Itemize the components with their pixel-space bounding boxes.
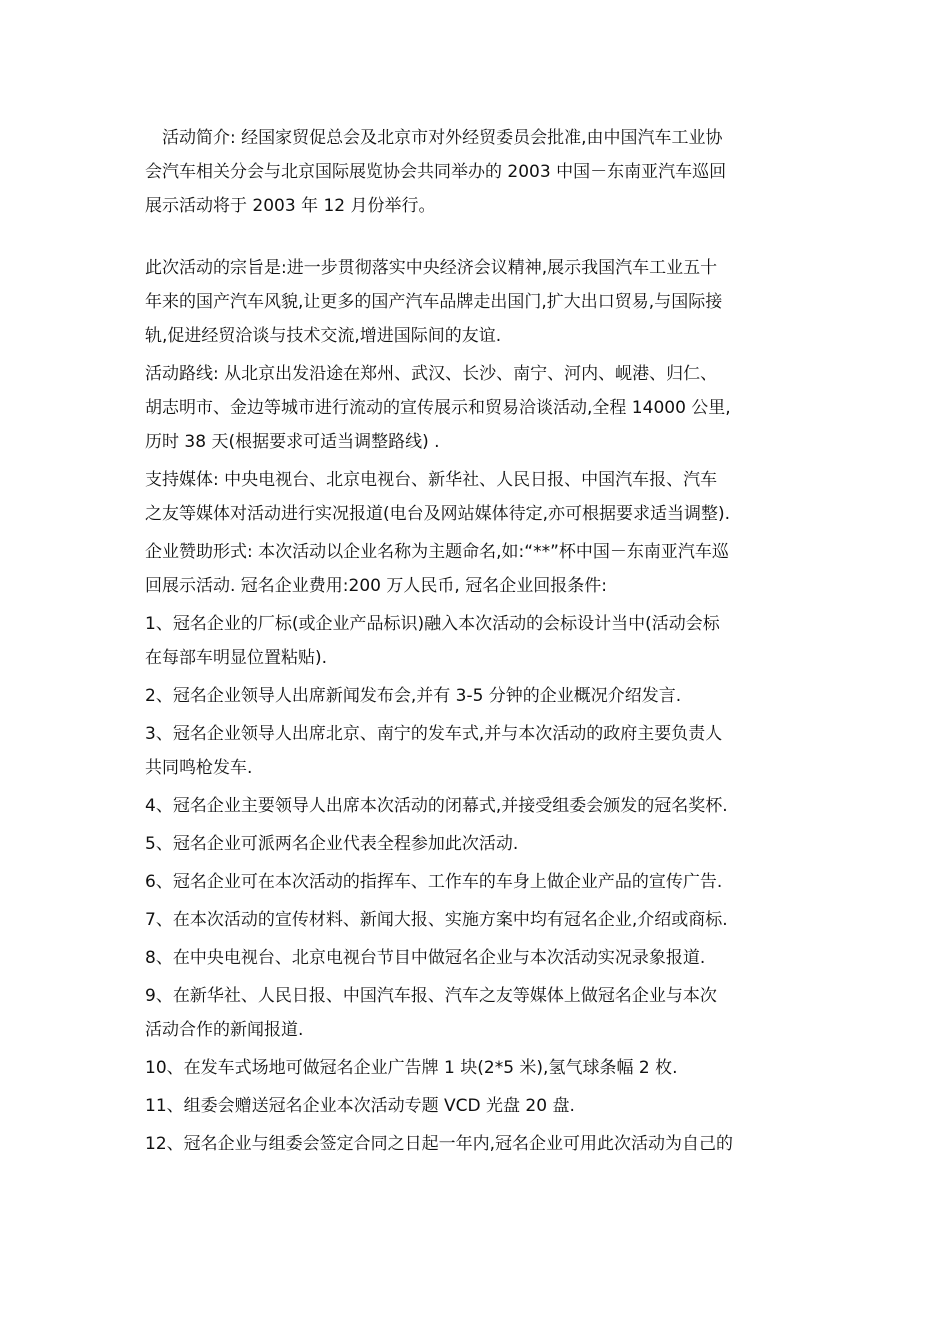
text-line: 7、在本次活动的宣传材料、新闻大报、实施方案中均有冠名企业,介绍或商标.: [145, 910, 728, 930]
text-line: 6、冠名企业可在本次活动的指挥车、工作车的车身上做企业产品的宣传广告.: [145, 872, 723, 892]
text-line: 展示活动将于 2003 年 12 月份举行。: [145, 196, 436, 216]
list-item-3: [145, 717, 810, 785]
text-line: 2、冠名企业领导人出席新闻发布会,并有 3-5 分钟的企业概况介绍发言.: [145, 686, 682, 706]
list-item-1: [145, 607, 810, 675]
text-line: 支持媒体: 中央电视台、北京电视台、新华社、人民日报、中国汽车报、汽车: [145, 470, 718, 490]
paragraph-intro: [145, 121, 810, 223]
text-line: 11、组委会赠送冠名企业本次活动专题 VCD 光盘 20 盘.: [145, 1096, 575, 1116]
text-line: 8、在中央电视台、北京电视台节目中做冠名企业与本次活动实况录象报道.: [145, 948, 706, 968]
text-line: 5、冠名企业可派两名企业代表全程参加此次活动.: [145, 834, 519, 854]
list-item-5: [145, 827, 810, 861]
text-line: 会汽车相关分会与北京国际展览协会共同举办的 2003 中国－东南亚汽车巡回: [145, 162, 727, 182]
text-line: 共同鸣枪发车.: [145, 758, 253, 778]
text-line: 在每部车明显位置粘贴).: [145, 648, 328, 668]
text-line: 1、冠名企业的厂标(或企业产品标识)融入本次活动的会标设计当中(活动会标: [145, 614, 720, 634]
text-line: 胡志明市、金边等城市进行流动的宣传展示和贸易洽谈活动,全程 14000 公里,: [145, 398, 731, 418]
text-line: 回展示活动. 冠名企业费用:200 万人民币, 冠名企业回报条件:: [145, 576, 607, 596]
list-item-12: [145, 1127, 810, 1161]
list-item-9: [145, 979, 810, 1047]
list-item-7: [145, 903, 810, 937]
list-item-10: [145, 1051, 810, 1085]
paragraph-purpose: [145, 251, 810, 353]
list-item-11: [145, 1089, 810, 1123]
text-line: 活动路线: 从北京出发沿途在郑州、武汉、长沙、南宁、河内、岘港、归仁、: [145, 364, 718, 384]
paragraph-sponsorship: [145, 535, 810, 603]
text-line: 年来的国产汽车风貌,让更多的国产汽车品牌走出国门,扩大出口贸易,与国际接: [145, 292, 723, 312]
paragraph-media: [145, 463, 810, 531]
text-line: 轨,促进经贸洽谈与技术交流,增进国际间的友谊.: [145, 326, 502, 346]
document-body: [145, 121, 810, 1165]
text-line: 活动合作的新闻报道.: [145, 1020, 304, 1040]
text-line: 10、在发车式场地可做冠名企业广告牌 1 块(2*5 米),氢气球条幅 2 枚.: [145, 1058, 678, 1078]
text-line: 4、冠名企业主要领导人出席本次活动的闭幕式,并接受组委会颁发的冠名奖杯.: [145, 796, 728, 816]
text-line: 之友等媒体对活动进行实况报道(电台及网站媒体待定,亦可根据要求适当调整).: [145, 504, 731, 524]
list-item-4: [145, 789, 810, 823]
paragraph-route: [145, 357, 810, 459]
list-item-6: [145, 865, 810, 899]
text-line: 此次活动的宗旨是:进一步贯彻落实中央经济会议精神,展示我国汽车工业五十: [145, 258, 718, 278]
text-line: 企业赞助形式: 本次活动以企业名称为主题命名,如:“**”杯中国－东南亚汽车巡: [145, 542, 729, 562]
text-line: 3、冠名企业领导人出席北京、南宁的发车式,并与本次活动的政府主要负责人: [145, 724, 723, 744]
text-line: 12、冠名企业与组委会签定合同之日起一年内,冠名企业可用此次活动为自己的: [145, 1134, 734, 1154]
text-line: 历时 38 天(根据要求可适当调整路线) .: [145, 432, 440, 452]
text-line: 9、在新华社、人民日报、中国汽车报、汽车之友等媒体上做冠名企业与本次: [145, 986, 717, 1006]
text-line: 活动简介: 经国家贸促总会及北京市对外经贸委员会批准,由中国汽车工业协: [162, 128, 723, 148]
list-item-8: [145, 941, 810, 975]
list-item-2: [145, 679, 810, 713]
